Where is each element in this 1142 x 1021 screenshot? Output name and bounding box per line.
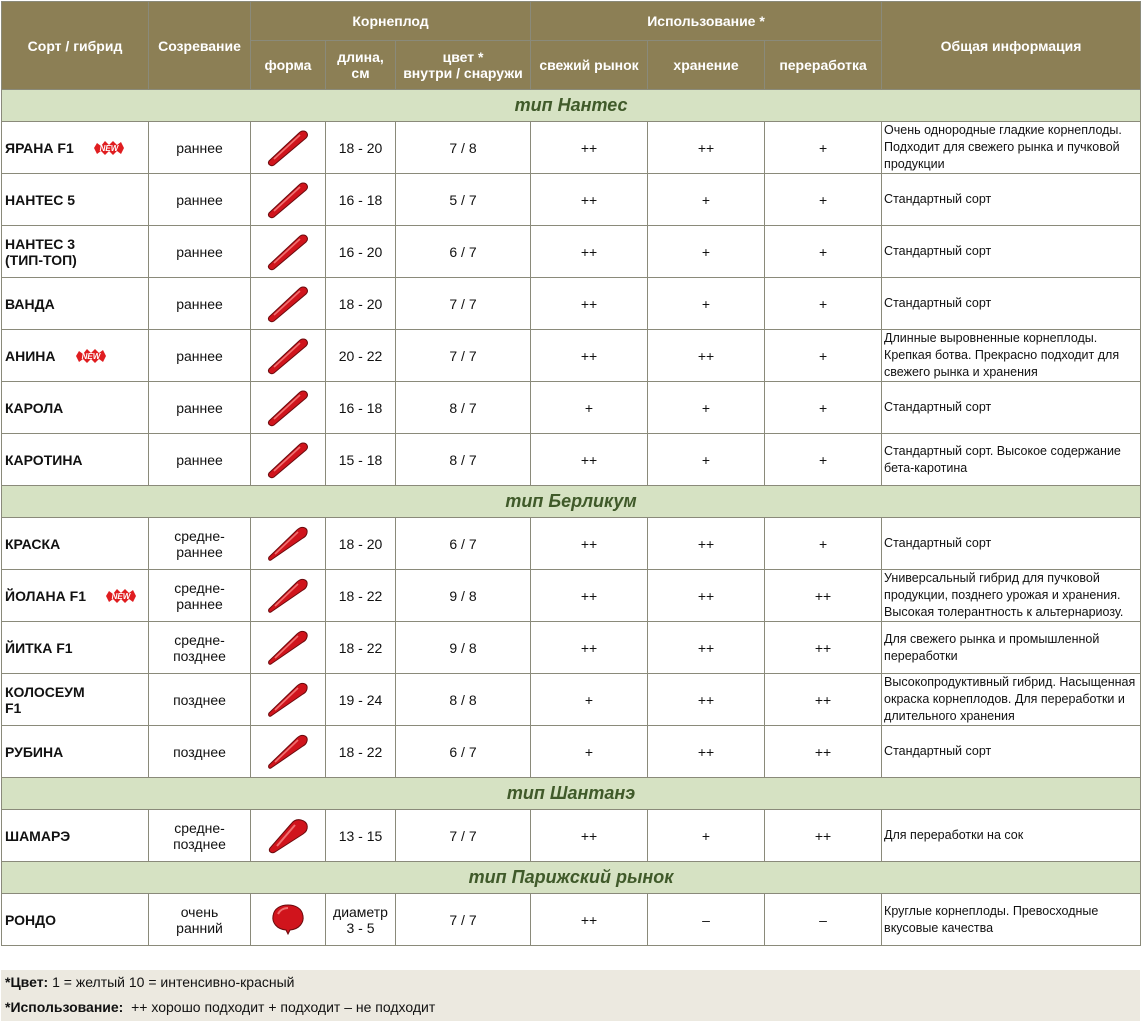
usage-storage: ++ xyxy=(648,518,765,570)
variety-name: АНИНА NEW xyxy=(2,330,149,382)
general-info: Длинные выровненные корнеплоды. Крепкая ботва. Прекрасно подходит для свежего рынка и хранения xyxy=(882,330,1141,382)
maturity: позднее xyxy=(149,726,251,778)
header-info: Общая информация xyxy=(882,2,1141,90)
usage-fresh: ++ xyxy=(531,622,648,674)
table-row xyxy=(2,518,1141,570)
usage-fresh: + xyxy=(531,674,648,726)
usage-processing: + xyxy=(765,226,882,278)
chantenay-carrot-icon xyxy=(265,816,311,856)
length: 18 - 20 xyxy=(326,278,396,330)
header-usage-group: Использование * xyxy=(531,2,882,41)
nantes-carrot-icon xyxy=(265,128,311,168)
length: 16 - 18 xyxy=(326,382,396,434)
usage-fresh: ++ xyxy=(531,894,648,946)
section-title: тип Шантанэ xyxy=(2,778,1141,810)
variety-name: КРАСКА xyxy=(2,518,149,570)
maturity: раннее xyxy=(149,330,251,382)
variety-table xyxy=(1,1,1141,946)
usage-fresh: ++ xyxy=(531,278,648,330)
color-index: 6 / 7 xyxy=(396,226,531,278)
nantes-carrot-icon xyxy=(265,440,311,480)
table-row xyxy=(2,434,1141,486)
length: 13 - 15 xyxy=(326,810,396,862)
length: 18 - 20 xyxy=(326,122,396,174)
usage-fresh: ++ xyxy=(531,810,648,862)
usage-fresh: + xyxy=(531,726,648,778)
usage-fresh: ++ xyxy=(531,122,648,174)
length: 18 - 20 xyxy=(326,518,396,570)
color-index: 6 / 7 xyxy=(396,726,531,778)
general-info: Стандартный сорт xyxy=(882,726,1141,778)
nantes-carrot-icon xyxy=(265,388,311,428)
variety-name: РОНДО xyxy=(2,894,149,946)
variety-name: КАРОЛА xyxy=(2,382,149,434)
usage-processing: ++ xyxy=(765,622,882,674)
length: 15 - 18 xyxy=(326,434,396,486)
shape xyxy=(251,122,326,174)
footnote-color: *Цвет: 1 = желтый 10 = интенсивно-красный xyxy=(5,974,295,990)
usage-storage: ++ xyxy=(648,330,765,382)
usage-storage: ++ xyxy=(648,622,765,674)
variety-name: НАНТЕС 5 xyxy=(2,174,149,226)
maturity: раннее xyxy=(149,278,251,330)
color-index: 7 / 8 xyxy=(396,122,531,174)
shape xyxy=(251,674,326,726)
color-index: 8 / 7 xyxy=(396,382,531,434)
footnote-usage: *Использование: ++ хорошо подходит + подходит – не подходит xyxy=(5,999,436,1015)
table-row xyxy=(2,726,1141,778)
usage-storage: + xyxy=(648,382,765,434)
nantes-carrot-icon xyxy=(265,336,311,376)
shape xyxy=(251,330,326,382)
header-fresh: свежий рынок xyxy=(531,41,648,90)
header-length: длина, см xyxy=(326,41,396,90)
new-badge xyxy=(92,140,126,156)
shape xyxy=(251,570,326,622)
usage-processing: ++ xyxy=(765,674,882,726)
color-index: 8 / 7 xyxy=(396,434,531,486)
usage-storage: ++ xyxy=(648,726,765,778)
new-badge xyxy=(74,348,108,364)
maturity: очень ранний xyxy=(149,894,251,946)
section-row xyxy=(2,90,1141,122)
maturity: средне-раннее xyxy=(149,518,251,570)
color-index: 5 / 7 xyxy=(396,174,531,226)
usage-processing: ++ xyxy=(765,570,882,622)
usage-fresh: ++ xyxy=(531,330,648,382)
variety-name: РУБИНА xyxy=(2,726,149,778)
table-row xyxy=(2,894,1141,946)
header-processing: переработка xyxy=(765,41,882,90)
usage-processing: – xyxy=(765,894,882,946)
header-maturity: Созревание xyxy=(149,2,251,90)
usage-fresh: ++ xyxy=(531,174,648,226)
usage-storage: ++ xyxy=(648,674,765,726)
conical-carrot-icon xyxy=(265,628,311,668)
usage-fresh: + xyxy=(531,382,648,434)
header-storage: хранение xyxy=(648,41,765,90)
general-info: Стандартный сорт xyxy=(882,278,1141,330)
usage-storage: + xyxy=(648,810,765,862)
maturity: раннее xyxy=(149,434,251,486)
usage-processing: + xyxy=(765,434,882,486)
table-row xyxy=(2,382,1141,434)
usage-fresh: ++ xyxy=(531,226,648,278)
section-title: тип Парижский рынок xyxy=(2,862,1141,894)
header-variety: Сорт / гибрид xyxy=(2,2,149,90)
color-index: 9 / 8 xyxy=(396,570,531,622)
shape xyxy=(251,226,326,278)
general-info: Стандартный сорт xyxy=(882,518,1141,570)
color-index: 8 / 8 xyxy=(396,674,531,726)
usage-processing: + xyxy=(765,278,882,330)
maturity: позднее xyxy=(149,674,251,726)
usage-processing: + xyxy=(765,518,882,570)
general-info: Для переработки на сок xyxy=(882,810,1141,862)
usage-processing: ++ xyxy=(765,726,882,778)
table-row xyxy=(2,226,1141,278)
shape xyxy=(251,174,326,226)
conical-carrot-icon xyxy=(265,576,311,616)
new-badge-text: NEW xyxy=(99,143,119,153)
general-info: Стандартный сорт xyxy=(882,226,1141,278)
shape xyxy=(251,382,326,434)
general-info: Стандартный сорт. Высокое содержание бета-каротина xyxy=(882,434,1141,486)
general-info: Высокопродуктивный гибрид. Насыщенная окраска корнеплодов. Для переработки и длительного хранения xyxy=(882,674,1141,726)
section-row xyxy=(2,778,1141,810)
maturity: средне-раннее xyxy=(149,570,251,622)
usage-processing: + xyxy=(765,122,882,174)
table-row xyxy=(2,278,1141,330)
nantes-carrot-icon xyxy=(265,232,311,272)
variety-name: КОЛОСЕУМ F1 xyxy=(2,674,149,726)
table-row xyxy=(2,570,1141,622)
usage-storage: + xyxy=(648,278,765,330)
table-row xyxy=(2,810,1141,862)
length: 19 - 24 xyxy=(326,674,396,726)
conical-carrot-icon xyxy=(265,732,311,772)
table-row xyxy=(2,622,1141,674)
maturity: раннее xyxy=(149,174,251,226)
section-row xyxy=(2,862,1141,894)
shape xyxy=(251,810,326,862)
header-root-group: Корнеплод xyxy=(251,2,531,41)
usage-storage: + xyxy=(648,226,765,278)
length: 16 - 20 xyxy=(326,226,396,278)
usage-fresh: ++ xyxy=(531,434,648,486)
table-row xyxy=(2,174,1141,226)
variety-name: ЯРАНА F1 NEW xyxy=(2,122,149,174)
shape xyxy=(251,894,326,946)
variety-name: ЙОЛАНА F1 NEW xyxy=(2,570,149,622)
color-index: 7 / 7 xyxy=(396,330,531,382)
new-badge xyxy=(104,588,138,604)
variety-name: НАНТЕС 3 (ТИП-ТОП) xyxy=(2,226,149,278)
shape xyxy=(251,434,326,486)
maturity: средне-позднее xyxy=(149,622,251,674)
usage-processing: + xyxy=(765,174,882,226)
footnotes xyxy=(1,970,1140,1021)
general-info: Стандартный сорт xyxy=(882,382,1141,434)
length: 16 - 18 xyxy=(326,174,396,226)
shape xyxy=(251,726,326,778)
color-index: 6 / 7 xyxy=(396,518,531,570)
general-info: Очень однородные гладкие корнеплоды. Подходит для свежего рынка и пучковой продукции xyxy=(882,122,1141,174)
usage-storage: + xyxy=(648,174,765,226)
section-title: тип Нантес xyxy=(2,90,1141,122)
table-body xyxy=(2,90,1141,946)
color-index: 7 / 7 xyxy=(396,810,531,862)
section-row xyxy=(2,486,1141,518)
usage-storage: ++ xyxy=(648,122,765,174)
variety-name: ШАМАРЭ xyxy=(2,810,149,862)
maturity: средне-позднее xyxy=(149,810,251,862)
variety-name: ВАНДА xyxy=(2,278,149,330)
usage-processing: + xyxy=(765,382,882,434)
color-index: 7 / 7 xyxy=(396,278,531,330)
new-badge-text: NEW xyxy=(111,591,131,601)
nantes-carrot-icon xyxy=(265,284,311,324)
usage-storage: + xyxy=(648,434,765,486)
shape xyxy=(251,278,326,330)
usage-processing: ++ xyxy=(765,810,882,862)
conical-carrot-icon xyxy=(265,680,311,720)
length: диаметр 3 - 5 xyxy=(326,894,396,946)
shape xyxy=(251,518,326,570)
usage-fresh: ++ xyxy=(531,570,648,622)
new-badge-text: NEW xyxy=(81,351,100,361)
color-index: 9 / 8 xyxy=(396,622,531,674)
table-row xyxy=(2,674,1141,726)
conical-carrot-icon xyxy=(265,524,311,564)
color-index: 7 / 7 xyxy=(396,894,531,946)
nantes-carrot-icon xyxy=(265,180,311,220)
general-info: Круглые корнеплоды. Превосходные вкусовые качества xyxy=(882,894,1141,946)
usage-storage: – xyxy=(648,894,765,946)
maturity: раннее xyxy=(149,382,251,434)
usage-processing: + xyxy=(765,330,882,382)
maturity: раннее xyxy=(149,122,251,174)
section-title: тип Берликум xyxy=(2,486,1141,518)
usage-fresh: ++ xyxy=(531,518,648,570)
header-color: цвет * внутри / снаружи xyxy=(396,41,531,90)
length: 18 - 22 xyxy=(326,570,396,622)
header-shape: форма xyxy=(251,41,326,90)
round-root-icon xyxy=(268,902,308,938)
length: 20 - 22 xyxy=(326,330,396,382)
table-row xyxy=(2,330,1141,382)
general-info: Стандартный сорт xyxy=(882,174,1141,226)
table-row xyxy=(2,122,1141,174)
maturity: раннее xyxy=(149,226,251,278)
variety-name: ЙИТКА F1 xyxy=(2,622,149,674)
general-info: Для свежего рынка и промышленной переработки xyxy=(882,622,1141,674)
length: 18 - 22 xyxy=(326,622,396,674)
shape xyxy=(251,622,326,674)
usage-storage: ++ xyxy=(648,570,765,622)
general-info: Универсальный гибрид для пучковой продукции, позднего урожая и хранения. Высокая толерантность к альтернариозу. xyxy=(882,570,1141,622)
variety-name: КАРОТИНА xyxy=(2,434,149,486)
length: 18 - 22 xyxy=(326,726,396,778)
